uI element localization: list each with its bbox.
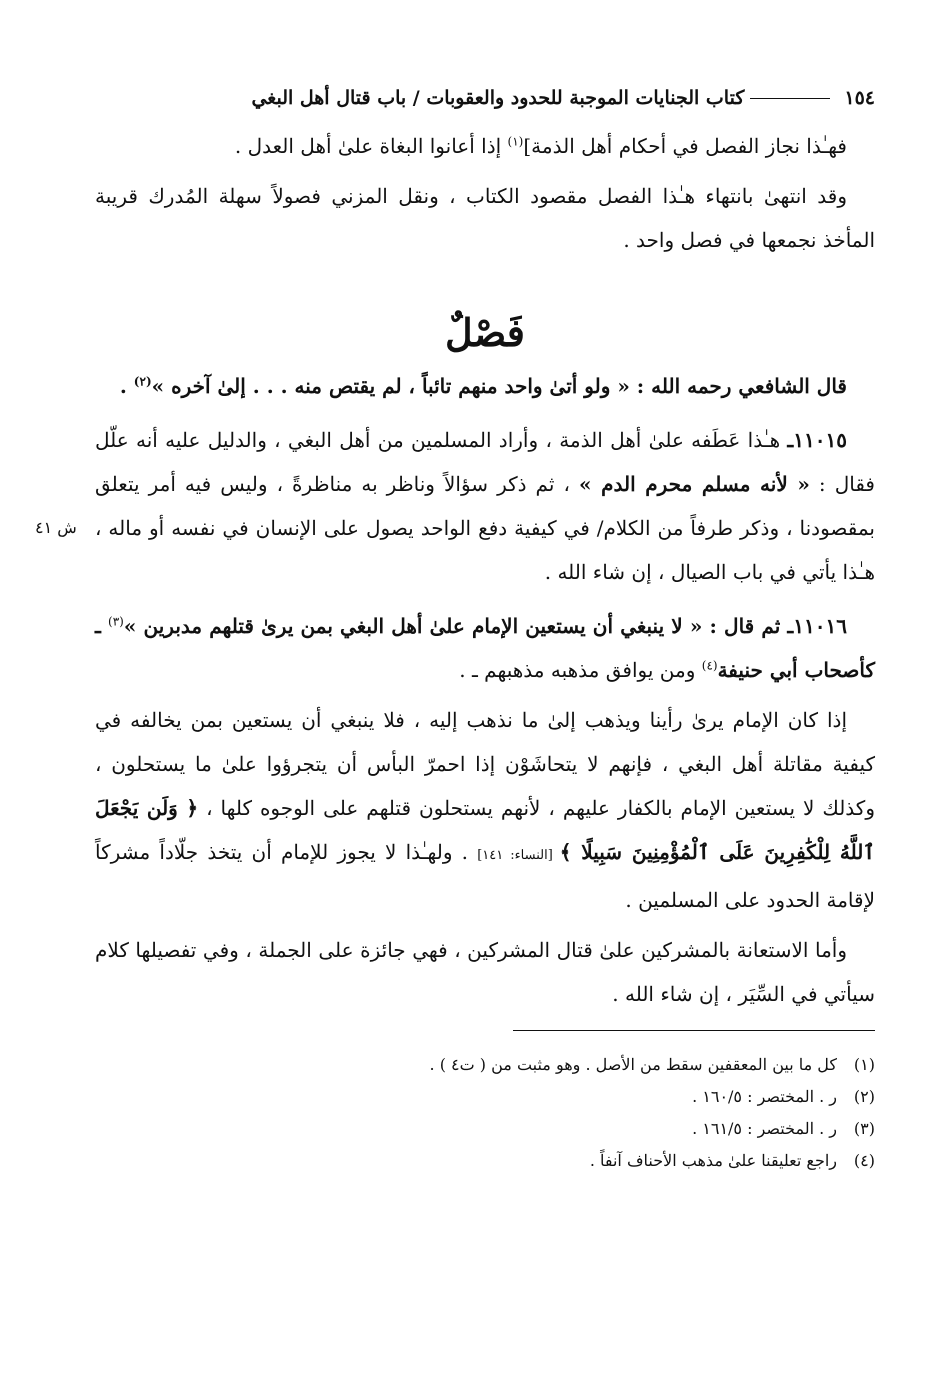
header-rule [750,98,830,99]
footnote-2 [95,1081,875,1113]
intro-p1-text: فهـٰذا نجاز الفصل في أحكام أهل الذمة] [523,134,847,158]
intro-paragraph-1 [95,124,875,168]
paragraph-explanation [95,698,875,922]
paragraph-11015 [95,418,875,594]
footnote-text: كل ما بين المعقفين سقط من الأصل . وهو مثبت من ( ت٤ ) . [429,1055,837,1074]
footnote-ref-1: (١) [507,134,524,149]
quote-paragraph-1 [95,364,875,408]
quran-verse: ﴿ وَلَن يَجْعَلَ ٱللَّهُ لِلْكَٰفِرِينَ عَلَى ٱلْمُؤْمِنِينَ سَبِيلًا ﴾ [95,796,876,864]
quote1-tail: . [119,374,134,398]
footnote-ref-3: (٣) [108,614,124,629]
footnote-text: راجع تعليقنا علىٰ مذهب الأحناف آنفاً . [589,1151,837,1170]
footnote-number: (١) [853,1055,875,1074]
footnote-text: ر . المختصر : ١٦١/٥ . [692,1119,837,1138]
paragraph-11016 [95,604,875,692]
quote1-text: قال الشافعي رحمه الله : « ولو أتىٰ واحد منهم تائباً ، لم يقتص منه . . . إلىٰ آخره » [151,374,847,398]
running-header [95,78,875,118]
page [35,78,876,1177]
footnote-number: (٣) [853,1119,875,1138]
p11015-text-b: ، ثم ذكر سؤالاً وناظر به مناظرةً ، وليس فيه أمر يتعلق بمقصودنا ، وذكر طرفاً من الكلام/ في كيفية دفع الواحد يصول على الإنسان في نفسه أو ماله ، هـٰذا يأتي في باب الصيال ، إن شاء الله . [95,472,875,584]
surah-reference: [النساء: ١٤١] [477,848,560,863]
p11016-text-a: ثم قال : « لا ينبغي أن يستعين الإمام علىٰ أهل البغي بمن يرىٰ قتلهم مدبرين » [123,614,788,638]
footnotes [95,1049,875,1177]
paragraph-number-11016: ١١٠١٦ـ [787,614,847,638]
footnote-3 [95,1113,875,1145]
paragraph-number-11015: ١١٠١٥ـ [787,428,847,452]
intro-paragraph-2: وقد انتهىٰ بانتهاء هـٰذا الفصل مقصود الكتاب ، ونقل المزني فصولاً سهلة المُدرك قريبة المأخذ نجمعها في فصل واحد . [95,184,875,252]
footnote-number: (٢) [853,1087,875,1106]
explain-text-a: إذا كان الإمام يرىٰ رأينا ويذهب إلىٰ ما نذهب إليه ، فلا ينبغي أن يستعين بمن يخالفه في كيفية مقاتلة أهل البغي ، فإنهم لا يتحاشَوْن إذا احمرّ البأس أن يتجرؤوا علىٰ ما يستحلون ، وكذلك لا يستعين الإمام بالكفار عليهم ، لأنهم يستحلون قتلهم على الوجوه كلها ، [95,708,875,820]
intro-p1-rest: إذا أعانوا البغاة علىٰ أهل العدل . [234,134,508,158]
paragraph-last: وأما الاستعانة بالمشركين علىٰ قتال المشركين ، فهي جائزة على الجملة ، وفي تفصيلها كلام سيأتي في السِّيَر ، إن شاء الله . [95,938,875,1006]
p11015-text-a: هـٰذا عَطَفه علىٰ أهل الذمة ، وأراد المسلمين من أهل البغي ، والدليل عليه أنه علّل فقال : [95,428,875,496]
margin-note: ش ٤١ [35,518,77,537]
section-heading: فَصْلٌ [445,310,525,355]
footnote-text: ر . المختصر : ١٦٠/٥ . [692,1087,837,1106]
page-number: ١٥٤ [844,87,875,109]
explain-text-b: . ولهـٰذا لا يجوز للإمام أن يتخذ جلّاداً مشركاً لإقامة الحدود على المسلمين . [95,840,875,912]
footnote-number: (٤) [853,1151,875,1170]
p11015-quote: « لأنه مسلم محرم الدم » [578,472,810,496]
footnote-ref-4: (٤) [701,658,718,673]
footnote-ref-2: (٢) [133,374,152,389]
running-title: كتاب الجنايات الموجبة للحدود والعقوبات / باب قتال أهل البغي [251,87,745,109]
footnote-1 [95,1049,875,1081]
p11016-text-b: ـ كأصحاب أبي حنيفة [95,614,875,682]
footnote-separator [513,1030,875,1031]
footnote-4 [95,1145,875,1177]
p11016-text-c: ومن يوافق مذهبه مذهبهم ـ . [459,658,702,682]
